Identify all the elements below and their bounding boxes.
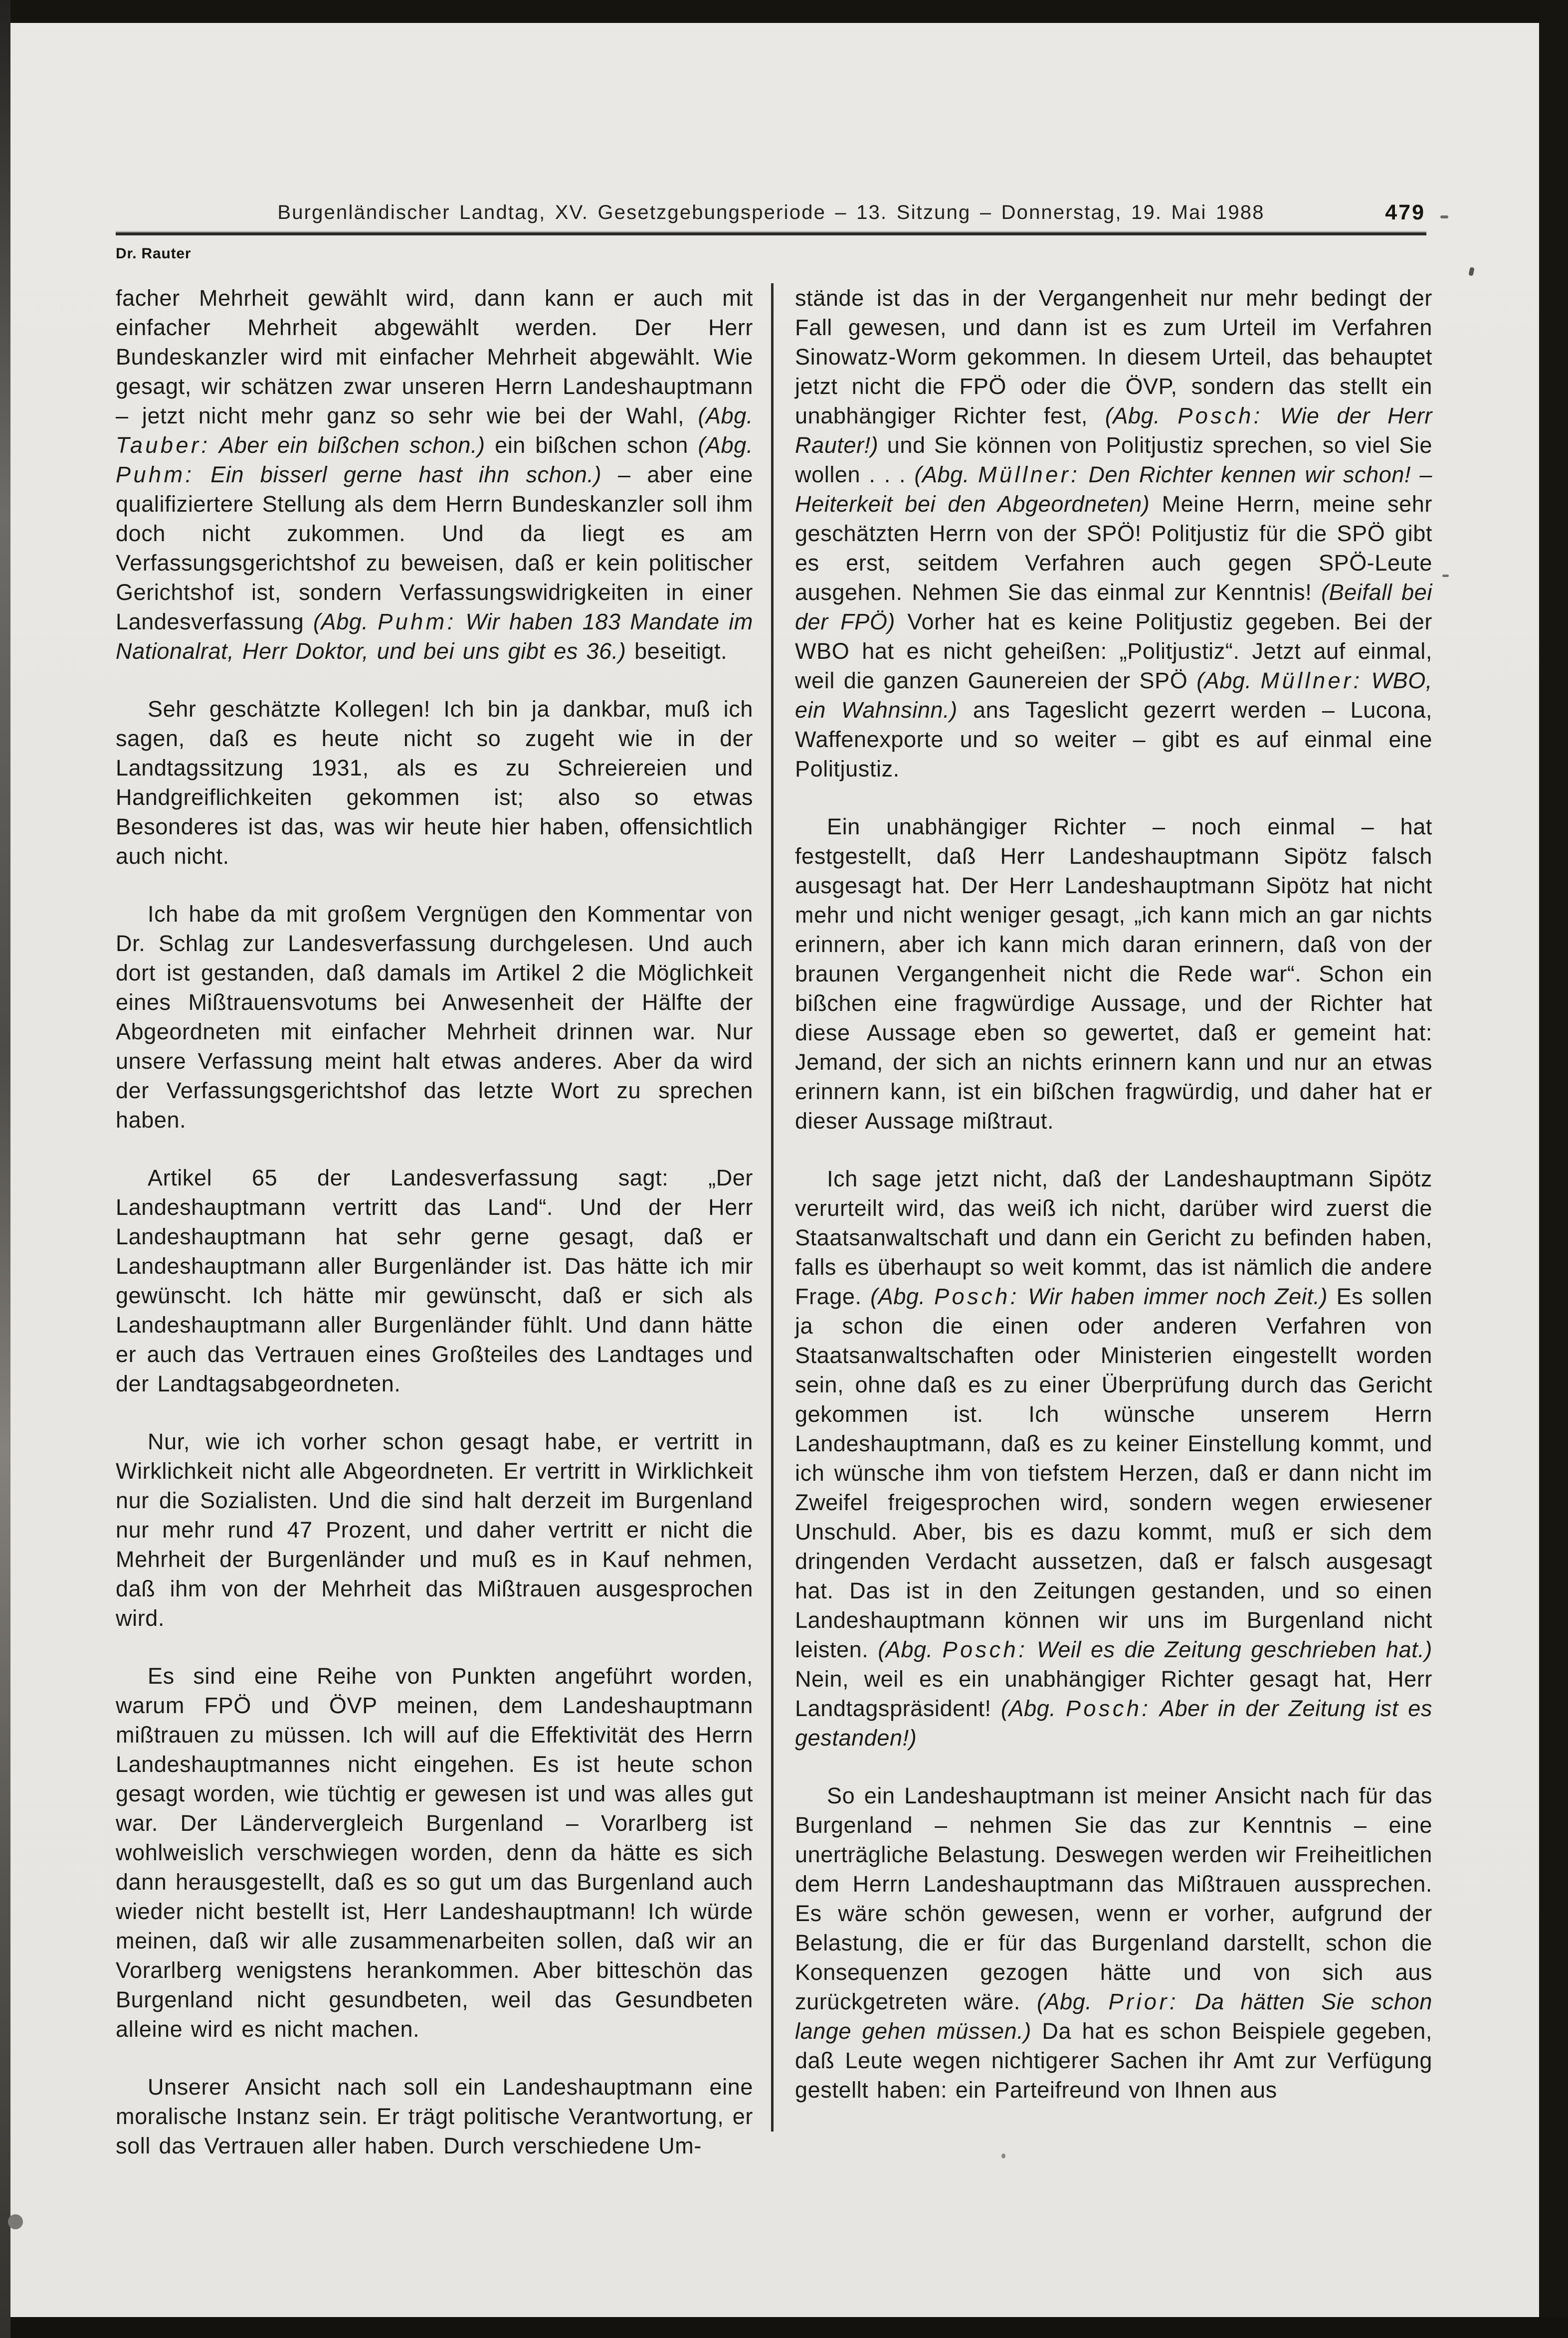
text-segment: ein bißchen schon (485, 432, 698, 458)
interjection: Aber in der Zeitung ist es gestanden!) (795, 1696, 1432, 1751)
interjection: Puhm: (378, 609, 456, 634)
interjection: Wie der Herr Rauter!) (795, 403, 1432, 458)
interjection: (Abg. (878, 1637, 943, 1662)
paragraph (116, 1661, 753, 2044)
scan-speck (8, 2214, 23, 2229)
interjection: Den Richter kennen wir schon! – Heiterkeit bei den Abgeordneten) (795, 462, 1432, 517)
interjection: (Abg. (698, 403, 753, 428)
interjection: Posch: (1065, 1696, 1151, 1721)
scan-border-left (0, 0, 10, 2338)
paragraph (795, 812, 1432, 1136)
interjection: (Abg. (1196, 668, 1261, 693)
text-segment: Artikel 65 der Landesverfassung sagt: „Der Landeshauptmann vertritt das Land“. Und der Herr Landeshauptmann hat sehr gerne gesagt, daß er Landeshauptmann aller Burgenländer ist. Das hätte ich mir gewünscht. Ich hätte mir gewünscht, daß er sich als Landeshauptmann aller Burgenländer fühlt. Und dann hätte er auch das Vertrauen eines Großteiles des Landtages und der Landtagsabgeordneten. (116, 1165, 753, 1396)
scan-speck (1468, 267, 1474, 276)
interjection: (Abg. (1105, 403, 1178, 428)
interjection: Wir haben immer noch Zeit.) (1019, 1284, 1328, 1309)
interjection: Prior: (1108, 1989, 1178, 2014)
page-header (116, 201, 1426, 262)
interjection: Da hätten Sie schon lange gehen müssen.) (795, 1989, 1432, 2044)
text-segment: Es sollen ja schon die einen oder anderen Verfahren von Staatsanwaltschaften oder Ministerien eingestellt worden sein, ohne daß es zu einer Überprüfung durch das Gericht gekommen ist. Ich wünsche unserem Herrn Landeshauptmann, daß es zu keiner Einstellung kommt, und ich wünsche ihm von tiefstem Herzen, daß er dann nicht im Zweifel freigesprochen wird, sondern wegen erwiesener Unschuld. Aber, bis es dazu kommt, muß er sich dem dringenden Verdacht aussetzen, daß er falsch ausgesagt hat. Das ist in den Zeitungen gestanden, und so einen Landeshauptmann können wir uns im Burgenland nicht leisten. (795, 1284, 1432, 1662)
interjection: (Abg. (698, 432, 754, 458)
interjection: WBO, ein Wahnsinn.) (795, 668, 1432, 723)
header-rule (116, 232, 1426, 235)
speaker-name: Dr. Rauter (116, 245, 192, 262)
paragraph (116, 1163, 753, 1398)
text-segment: Unserer Ansicht nach soll ein Landeshauptmann eine moralische Instanz sein. Er trägt politische Verantwortung, er soll das Vertrauen aller haben. Durch verschiedene Um- (116, 2074, 753, 2158)
column-divider (771, 283, 774, 2132)
scan-speck (1001, 2153, 1005, 2158)
interjection: (Abg. (870, 1284, 935, 1309)
interjection: Müllner: (1260, 668, 1363, 693)
right-column (795, 283, 1432, 2133)
paragraph (795, 1781, 1432, 2105)
interjection: Posch: (942, 1637, 1028, 1662)
interjection: Posch: (934, 1284, 1019, 1309)
paragraph (795, 283, 1432, 783)
text-segment: Ich habe da mit großem Vergnügen den Kommentar von Dr. Schlag zur Landesverfassung durchgelesen. Und auch dort ist gestanden, daß damals im Artikel 2 die Möglichkeit eines Mißtrauensvotums bei Anwesenheit der Hälfte der Abgeordneten mit einfacher Mehrheit drinnen war. Nur unsere Verfassung meint halt etwas anderes. Aber da wird der Verfassungsgerichtshof das letzte Wort zu sprechen haben. (116, 901, 753, 1133)
text-segment: stände ist das in der Vergangenheit nur mehr bedingt der Fall gewesen, und dann ist es zum Urteil im Verfahren Sinowatz-Worm gekommen. In diesem Urteil, das behauptet jetzt nicht die FPÖ oder die ÖVP, sondern das stellt ein unabhängiger Richter fest, (795, 285, 1432, 428)
text-segment: – aber eine qualifiziertere Stellung als dem Herrn Bundeskanzler soll ihm doch nicht zukommen. Und da liegt es am Verfassungsgerichtshof zu beweisen, daß er kein politischer Gerichtshof ist, sondern Verfassungswidrigkeiten in einer Landesverfassung (116, 462, 753, 634)
interjection: Posch: (1177, 403, 1263, 428)
left-column (116, 283, 753, 2189)
text-segment: beseitigt. (626, 638, 728, 664)
interjection: Weil es die Zeitung geschrieben hat.) (1027, 1637, 1432, 1662)
interjection: (Abg. (914, 462, 979, 487)
text-segment: facher Mehrheit gewählt wird, dann kann er auch mit einfacher Mehrheit abgewählt werden. Der Herr Bundeskanzler wird mit einfacher Mehrheit abgewählt. Wie gesagt, wir schätzen zwar unseren Herrn Landeshauptmann – jetzt nicht mehr ganz so sehr wie bei der Wahl, (116, 285, 753, 428)
text-segment: Ein unabhängiger Richter – noch einmal – hat festgestellt, daß Herr Landeshauptmann Sipötz falsch ausgesagt hat. Der Herr Landeshauptmann Sipötz hat nicht mehr und nicht weniger gesagt, „ich kann mich an gar nichts erinnern, aber ich kann mich daran erinnern, daß von der braunen Vergangenheit nicht die Rede war“. Schon ein bißchen eine fragwürdige Aussage, und der Richter hat diese Aussage eben so gewertet, daß er gemeint hat: Jemand, der sich an nichts erinnern kann und nur an etwas erinnern kann, ist ein bißchen fragwürdig, und daher hat er dieser Aussage mißtraut. (795, 814, 1432, 1134)
paragraph (116, 1427, 753, 1633)
paragraph (116, 283, 753, 666)
text-segment: So ein Landeshauptmann ist meiner Ansicht nach für das Burgenland – nehmen Sie das zur Kenntnis – eine unerträgliche Belastung. Deswegen werden wir Freiheitlichen dem Herrn Landeshauptmann das Mißtrauen aussprechen. Es wäre schön gewesen, wenn er vorher, aufgrund der Belastung, die er für das Burgenland darstellt, schon die Konsequenzen gezogen hätte und von sich aus zurückgetreten wäre. (795, 1783, 1432, 2014)
paragraph (116, 694, 753, 871)
text-segment: Sehr geschätzte Kollegen! Ich bin ja dankbar, muß ich sagen, daß es heute nicht so zugeht wie in der Landtagssitzung 1931, als es zu Schreiereien und Handgreiflichkeiten gekommen ist; also so etwas Besonderes ist das, was wir heute hier haben, offensichtlich auch nicht. (116, 696, 753, 869)
text-segment: ans Tageslicht gezerrt werden – Lucona, Waffenexporte und so weiter – gibt es auf einmal eine Politjustiz. (795, 697, 1433, 781)
text-segment: Nur, wie ich vorher schon gesagt habe, er vertritt in Wirklichkeit nicht alle Abgeordneten. Er vertritt in Wirklichkeit nur die Sozialisten. Und die sind halt derzeit im Burgenland nur mehr rund 47 Prozent, und daher vertritt er nicht die Mehrheit der Burgenländer und muß es in Kauf nehmen, daß ihm von der Mehrheit das Mißtrauen ausgesprochen wird. (116, 1429, 753, 1631)
scan-border-top (0, 0, 1568, 23)
text-segment: Ich sage jetzt nicht, daß der Landeshauptmann Sipötz verurteilt wird, das weiß ich nicht, darüber wird zuerst die Staatsanwaltschaft und dann ein Gericht zu befinden haben, falls es überhaupt so weit kommt, das ist nämlich die andere Frage. (795, 1166, 1432, 1309)
interjection: Wir haben 183 Mandate im Nationalrat, Herr Doktor, und bei uns gibt es 36.) (116, 609, 753, 664)
text-segment: Vorher hat es keine Politjustiz gegeben. Bei der WBO hat es nicht geheißen: „Politjustiz“. Jetzt auf einmal, weil die ganzen Gaunereien der SPÖ (795, 609, 1432, 693)
interjection: Puhm: (116, 462, 195, 487)
scan-border-bottom (0, 2317, 1568, 2338)
interjection: Ein bisserl gerne hast ihn schon.) (194, 462, 602, 487)
text-segment: Meine Herrn, meine sehr geschätzten Herrn von der SPÖ! Politjustiz für die SPÖ gibt es erst, seitdem Verfahren auch gegen SPÖ-Leute ausgehen. Nehmen Sie das einmal zur Kenntnis! (795, 491, 1432, 605)
page-header-title: Burgenländischer Landtag, XV. Gesetzgebungsperiode – 13. Sitzung – Donnerstag, 19. Mai 1988 (277, 201, 1265, 223)
text-segment: Nein, weil es ein unabhängiger Richter gesagt hat, Herr Landtagspräsident! (795, 1666, 1432, 1721)
paragraph (116, 2072, 753, 2160)
scan-border-right (1539, 0, 1568, 2338)
interjection: (Abg. (1000, 1696, 1066, 1721)
page-number: 479 (1385, 200, 1425, 224)
interjection: (Abg. (1036, 1989, 1109, 2014)
scan-speck (1442, 575, 1449, 577)
text-segment: und Sie können von Politjustiz sprechen, so viel Sie wollen . . . (795, 432, 1432, 487)
paragraph (116, 899, 753, 1135)
interjection: Aber ein bißchen schon.) (210, 432, 485, 458)
interjection: Tauber: (116, 432, 210, 458)
text-segment: Es sind eine Reihe von Punkten angeführt worden, warum FPÖ und ÖVP meinen, dem Landeshauptmann mißtrauen zu müssen. Ich will auf die Effektivität des Herrn Landeshauptmannes nicht eingehen. Es ist heute schon gesagt worden, wie tüchtig er gewesen ist und was alles gut war. Der Ländervergleich Burgenland – Vorarlberg ist wohlweislich verschwiegen worden, denn da hätte es sich dann herausgestellt, daß es so gut um das Burgenland auch wieder nicht bestellt ist, Herr Landeshauptmann! Ich würde meinen, daß wir alle zusammenarbeiten sollen, daß wir an Vorarlberg wenigstens herankommen. Aber bitteschön das Burgenland nicht gesundbeten, weil das Gesundbeten alleine wird es nicht machen. (116, 1663, 753, 2042)
paragraph (795, 1164, 1432, 1753)
interjection: (Beifall bei der FPÖ) (795, 580, 1432, 634)
interjection: (Abg. (313, 609, 378, 634)
text-segment: Da hat es schon Beispiele gegeben, daß Leute wegen nichtigerer Sachen ihr Amt zur Verfügung gestellt haben: ein Parteifreund von Ihnen aus (795, 2018, 1432, 2103)
interjection: Müllner: (978, 462, 1080, 487)
scan-speck (1440, 215, 1448, 218)
header-row (116, 201, 1426, 230)
